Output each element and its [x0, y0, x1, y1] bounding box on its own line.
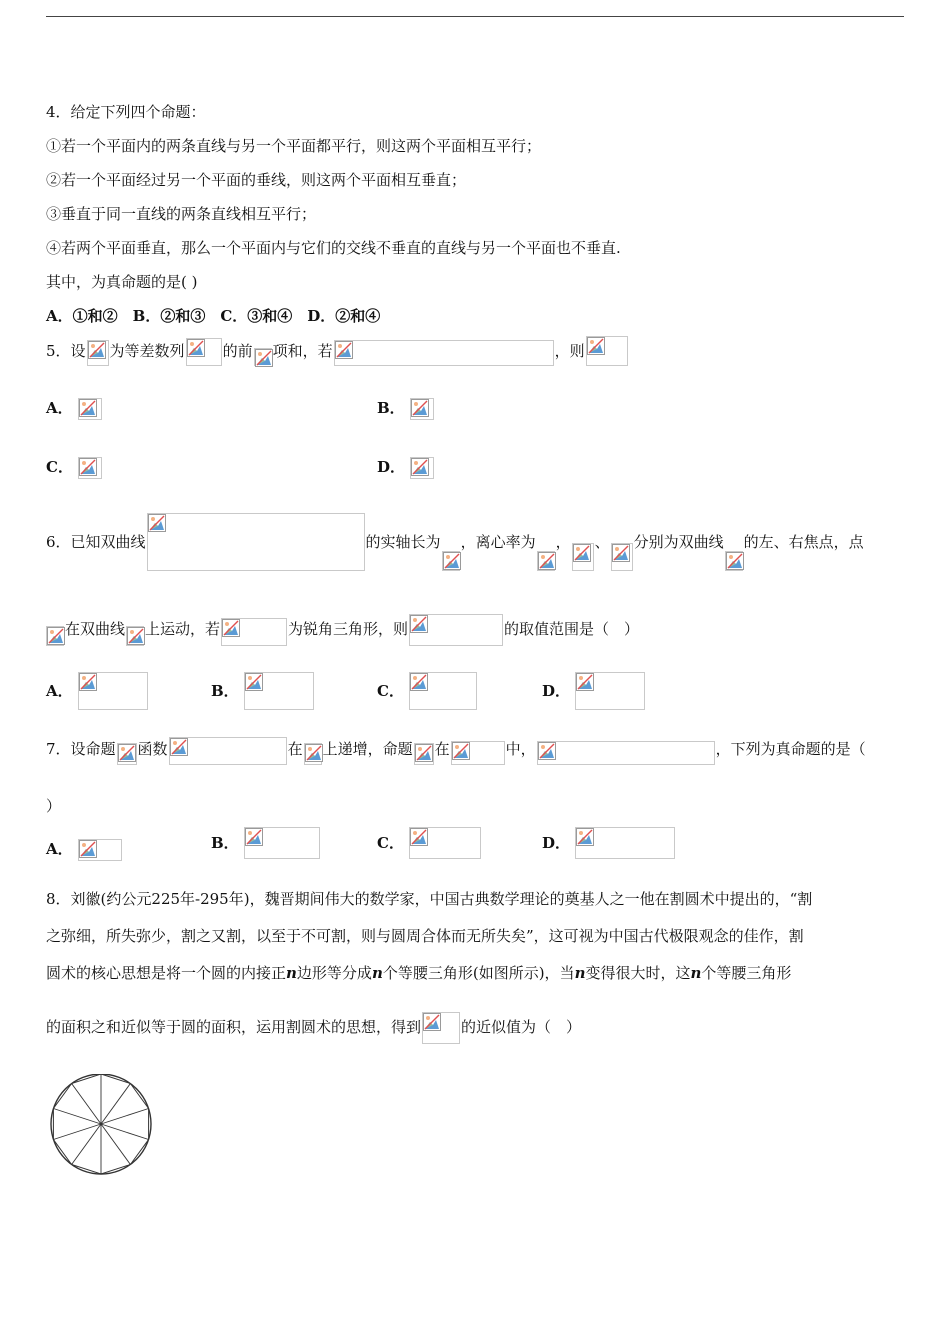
q5-text: 的前: [222, 342, 253, 360]
q6-text: 为锐角三角形，则: [288, 620, 409, 638]
q8-text: 个等腰三角形(如图所示)，当: [382, 964, 575, 982]
broken-image-icon: [334, 340, 554, 366]
q7-text: 上递增，命题: [322, 740, 413, 758]
broken-image-icon: [78, 457, 102, 479]
q8-line4: [46, 1010, 581, 1044]
option-label: D．: [542, 682, 571, 700]
q7-stem-line1: [46, 733, 866, 765]
option-label: A．: [46, 840, 73, 858]
option-label: A．: [46, 399, 73, 417]
broken-image-icon: [725, 551, 743, 571]
broken-image-icon: [575, 672, 645, 710]
q7-text: 中，: [505, 740, 536, 758]
q4-ask: 其中，为真命题的是( ): [46, 273, 198, 291]
q4-options: A．①和② B．②和③ C．③和④ D．②和④: [46, 307, 381, 325]
q5-option-c: [46, 455, 103, 479]
broken-image-icon: [409, 672, 477, 710]
option-label: A．: [46, 682, 73, 700]
q8-line1: 8．刘徽(约公元225年-295年)，魏晋期间伟大的数学家，中国古典数学理论的奠基人之一他在割圆术中提出的，“割: [46, 890, 813, 908]
q4-statement-1: ①若一个平面内的两条直线与另一个平面都平行，则这两个平面相互平行；: [46, 137, 542, 155]
q8-text: 圆术的核心思想是将一个圆的内接正: [46, 964, 287, 982]
inscribed-polygon-figure: [48, 1074, 154, 1180]
broken-image-icon: [254, 348, 272, 366]
broken-image-icon: [422, 1012, 460, 1044]
broken-image-icon: [414, 743, 434, 765]
q7-text: ，下列为真命题的是（: [715, 740, 866, 758]
option-label: D．: [377, 458, 406, 476]
q8-text: 个等腰三角形: [701, 964, 792, 982]
broken-image-icon: [586, 336, 628, 366]
q6-text: ，: [555, 533, 571, 551]
q6-text: 的取值范围是（ ）: [504, 620, 640, 638]
q7-option-c: [377, 827, 482, 859]
q7-text: 在: [287, 740, 303, 758]
broken-image-icon: [442, 551, 460, 571]
broken-image-icon: [46, 626, 64, 646]
broken-image-icon: [304, 743, 322, 765]
q7-text: 函数: [137, 740, 168, 758]
broken-image-icon: [221, 618, 287, 646]
option-label: B．: [377, 399, 405, 417]
q5-option-b: [377, 396, 435, 420]
q8-text: 边形等分成: [296, 964, 372, 982]
broken-image-icon: [78, 839, 122, 861]
q6-text: 、: [594, 533, 610, 551]
q5-stem: [46, 336, 629, 366]
q4-stem: 4．给定下列四个命题：: [46, 103, 206, 121]
q5-text: 5．设: [46, 342, 86, 360]
q7-option-d: [542, 827, 676, 859]
q5-option-d: [377, 455, 435, 479]
q6-text: 在双曲线: [65, 620, 126, 638]
q8-text: 变得很大时，这: [585, 964, 691, 982]
option-label: B．: [211, 834, 239, 852]
variable-n: n: [690, 964, 702, 982]
q4-statement-3: ③垂直于同一直线的两条直线相互平行；: [46, 205, 317, 223]
q8-line3: [46, 963, 791, 983]
q5-text: 为等差数列: [109, 342, 185, 360]
broken-image-icon: [169, 737, 287, 765]
q7-option-b: [211, 827, 321, 859]
broken-image-icon: [126, 626, 144, 646]
broken-image-icon: [410, 398, 434, 420]
broken-image-icon: [186, 338, 222, 366]
broken-image-icon: [537, 551, 555, 571]
q6-text: 6．已知双曲线: [46, 533, 146, 551]
broken-image-icon: [87, 340, 109, 366]
q6-text: ，离心率为: [460, 533, 536, 551]
broken-image-icon: [409, 827, 481, 859]
q7-text: 在: [434, 740, 450, 758]
q5-text: ，则: [554, 342, 585, 360]
broken-image-icon: [244, 672, 314, 710]
q6-option-c: [377, 672, 478, 710]
q4-statement-2: ②若一个平面经过另一个平面的垂线，则这两个平面相互垂直；: [46, 171, 467, 189]
q7-option-a: [46, 837, 123, 861]
q4-statement-4: ④若两个平面垂直，那么一个平面内与它们的交线不垂直的直线与另一个平面也不垂直.: [46, 239, 621, 257]
q6-text: 的实轴长为: [365, 533, 441, 551]
q6-text: 的左、右焦点，点: [743, 533, 864, 551]
q8-text: 的面积之和近似等于圆的面积，运用割圆术的思想，得到: [46, 1018, 422, 1036]
q6-stem-line2: [46, 612, 639, 646]
q7-stem-line2: ）: [46, 797, 62, 815]
q6-option-b: [211, 672, 315, 710]
q6-text: 分别为双曲线: [633, 533, 724, 551]
broken-image-icon: [78, 398, 102, 420]
broken-image-icon: [537, 741, 715, 765]
q5-option-a: [46, 396, 103, 420]
broken-image-icon: [451, 741, 505, 765]
broken-image-icon: [147, 513, 365, 571]
q7-text: 7．设命题: [46, 740, 116, 758]
broken-image-icon: [572, 543, 594, 571]
broken-image-icon: [78, 672, 148, 710]
broken-image-icon: [575, 827, 675, 859]
q6-stem-line1: [46, 513, 864, 571]
q6-text: 上运动，若: [145, 620, 221, 638]
q5-text: 项和，若: [272, 342, 333, 360]
q8-text: 的近似值为（ ）: [461, 1018, 582, 1036]
broken-image-icon: [410, 457, 434, 479]
q6-option-a: [46, 672, 149, 710]
header-rule: [46, 16, 904, 17]
option-label: B．: [211, 682, 239, 700]
broken-image-icon: [117, 743, 137, 765]
variable-n: n: [574, 964, 586, 982]
q6-option-d: [542, 672, 646, 710]
broken-image-icon: [611, 543, 633, 571]
option-label: C．: [46, 458, 73, 476]
broken-image-icon: [244, 827, 320, 859]
variable-n: n: [371, 964, 383, 982]
option-label: C．: [377, 834, 404, 852]
variable-n: n: [286, 964, 297, 982]
option-label: D．: [542, 834, 571, 852]
option-label: C．: [377, 682, 404, 700]
broken-image-icon: [409, 614, 503, 646]
q8-line2: 之弥细，所失弥少，割之又割，以至于不可割，则与圆周合体而无所失矣”，这可视为中国古代极限观念的佳作，割: [46, 927, 804, 945]
